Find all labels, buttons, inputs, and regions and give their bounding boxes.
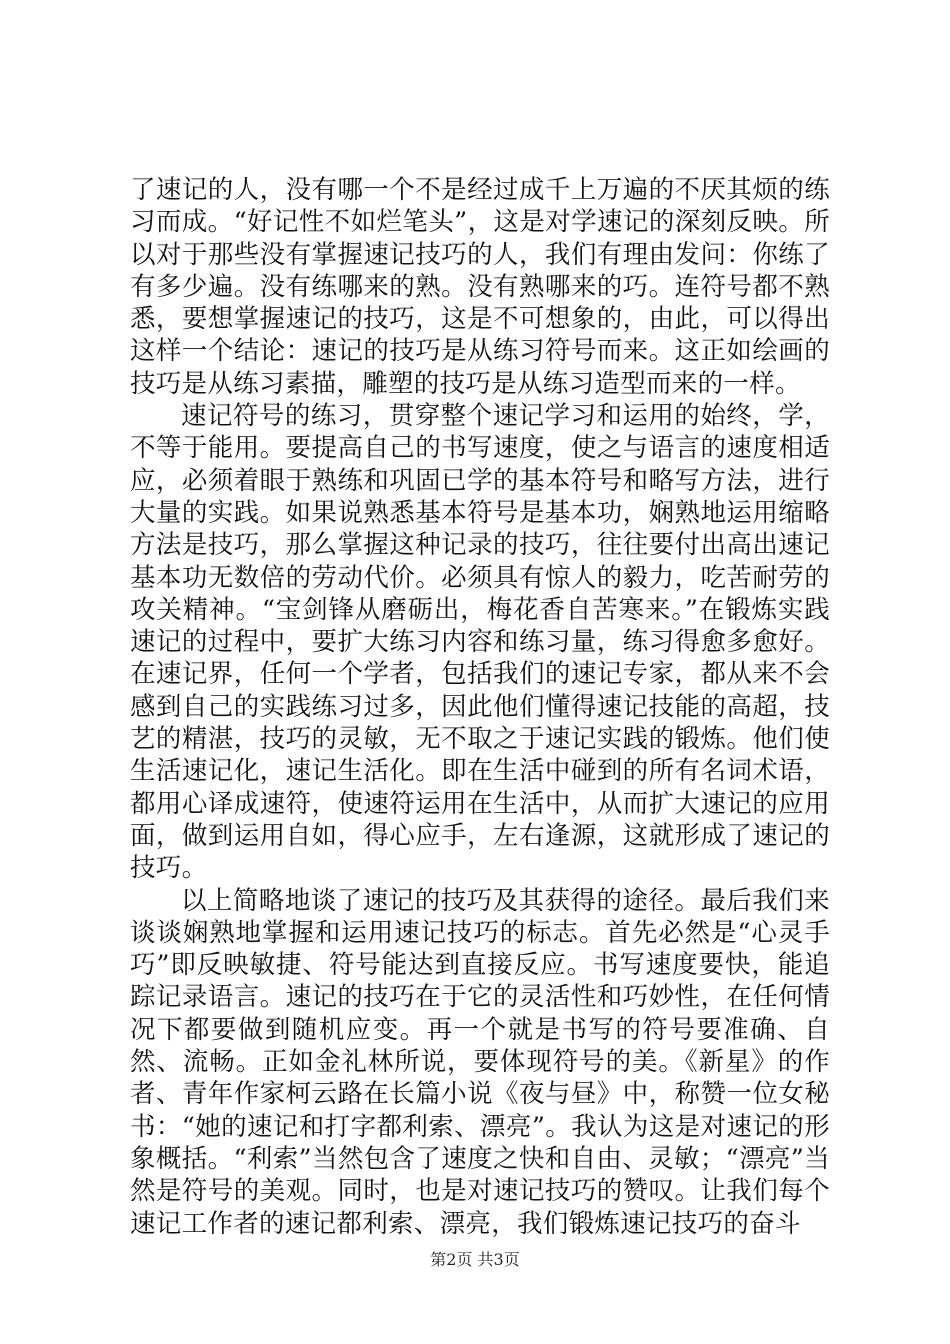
page-number-footer: 第2页 共3页 bbox=[430, 1250, 520, 1269]
paragraph-1: 了速记的人，没有哪一个不是经过成千上万遍的不厌其烦的练习而成。“好记性不如烂笔头”，这是对学速记的深刻反映。所以对于那些没有掌握速记技巧的人，我们有理由发问：你练了有多少遍。没有练哪来的熟。没有熟哪来的巧。连符号都不熟悉，要想掌握速记的技巧，这是不可想象的，由此，可以得出这样一个结论：速记的技巧是从练习符号而来。这正如绘画的技巧是从练习素描，雕塑的技巧是从练习造型而来的一样。 bbox=[130, 175, 830, 399]
paragraph-3: 以上简略地谈了速记的技巧及其获得的途径。最后我们来谈谈娴熟地掌握和运用速记技巧的标志。首先必然是“心灵手巧”即反映敏捷、符号能达到直接反应。书写速度要快，能追踪记录语言。速记的技巧在于它的灵活性和巧妙性，在任何情况下都要做到随机应变。再一个就是书写的符号要准确、自然、流畅。正如金礼林所说，要体现符号的美。《新星》的作者、青年作家柯云路在长篇小说《夜与昼》中，称赞一位女秘书：“她的速记和打字都利索、漂亮”。我认为这是对速记的形象概括。“利索”当然包含了速度之快和自由、灵敏；“漂亮”当然是符号的美观。同时，也是对速记技巧的赞叹。让我们每个速记工作者的速记都利索、漂亮，我们锻炼速记技巧的奋斗 bbox=[130, 885, 830, 1239]
document-body bbox=[130, 174, 830, 1240]
paragraph-2: 速记符号的练习，贯穿整个速记学习和运用的始终，学，不等于能用。要提高自己的书写速度，使之与语言的速度相适应，必须着眼于熟练和巩固已学的基本符号和略写方法，进行大量的实践。如果说熟悉基本符号是基本功，娴熟地运用缩略方法是技巧，那么掌握这种记录的技巧，往往要付出高出速记基本功无数倍的劳动代价。必须具有惊人的毅力，吃苦耐劳的攻关精神。“宝剑锋从磨砺出，梅花香自苦寒来。”在锻炼实践速记的过程中，要扩大练习内容和练习量，练习得愈多愈好。在速记界，任何一个学者，包括我们的速记专家，都从来不会感到自己的实践练习过多，因此他们懂得速记技能的高超，技艺的精湛，技巧的灵敏，无不取之于速记实践的锻炼。他们使生活速记化，速记生活化。即在生活中碰到的所有名词术语，都用心译成速符，使速符运用在生活中，从而扩大速记的应用面，做到运用自如，得心应手，左右逢源，这就形成了速记的技巧。 bbox=[130, 401, 830, 884]
